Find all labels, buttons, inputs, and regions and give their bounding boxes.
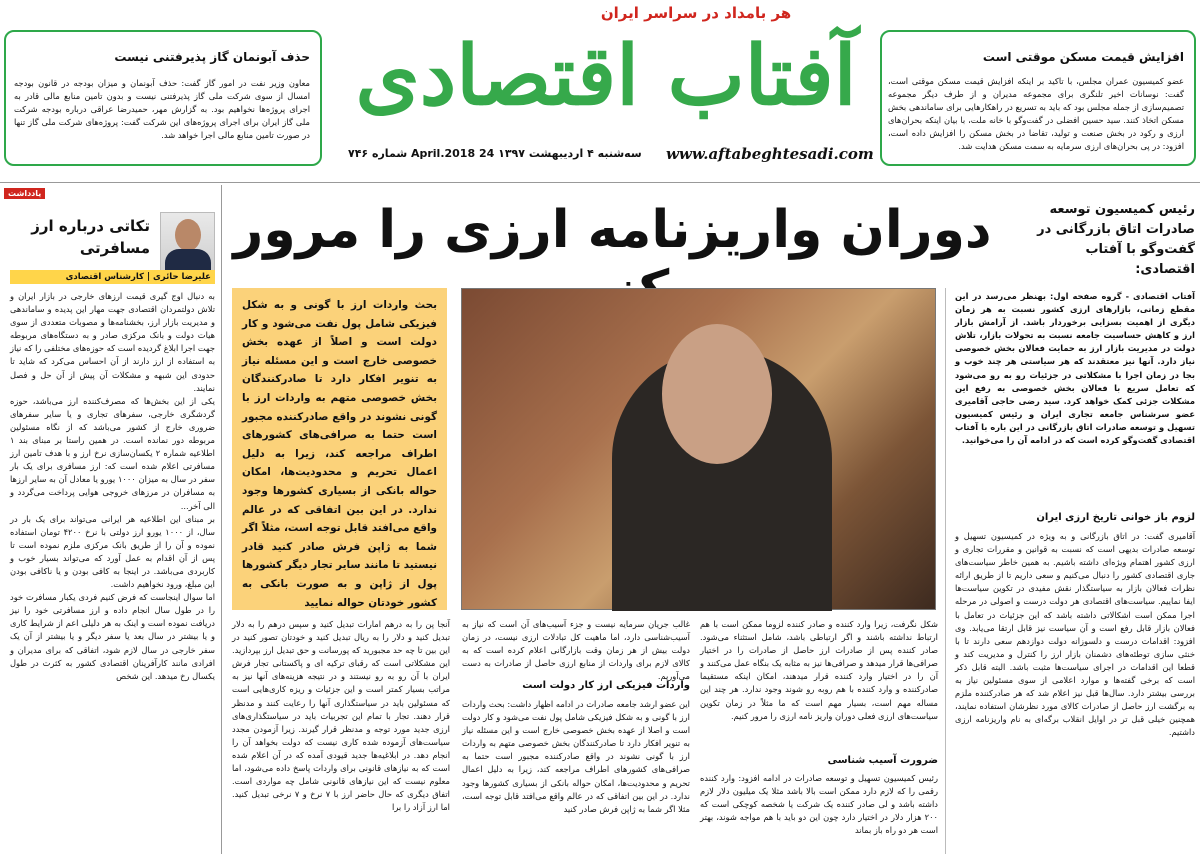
col-a-divider [945,288,946,854]
col-c-subhead: واردات فیزیکی ارز کار دولت است [522,680,690,691]
divider-top [0,182,1200,183]
left-box-body: معاون وزیر نفت در امور گاز گفت: حذف آبونمان و میزان بودجه در قانون بودجه امسال از سوی شرکت ملی گاز پذیرفتنی نیست و بدون تامین منابع مالی قادر به اجرای پروژه‌ها نخواهیم بود. به گزارش مهر، حمیدرضا عراقی درباره بودجه شرکت ملی گاز ایران برای اجرای پروژه‌های این شرکت گفت: پروژه‌های شرکت ملی گاز تنها در صورت تامین منابع مالی اجرا خواهد شد. [11,78,310,141]
person-head [662,324,772,464]
pull-quote [232,288,447,610]
col-d-body: آنجا پن را به درهم امارات تبدیل کنید و سپس درهم را به دلار تبدیل کنید و دلار را به ریال تبدیل کنید و خودتان تصور کنید در این بین تا چه حد مجبورید که پورسانت و حق تبدیل ارز بپردازید. این مشکلاتی است که رقبای ترکیه ای و پاکستانی تجار فرش ایران با آن رو به رو نیستند و در نتیجه هزینه‌های آنها نیز به مراتب بسیار کمتر است و این جزئیات و ریزه کاری‌هایی است که مسئولین باید در سیاستگذاری آنها را رعایت کنند و مدنظر قرار دهند. تجار با تمام این تجربیات باید در سیاستگذاری‌های ارزی جدید مورد توجه و مدنظر قرار گیرند. زیرا آزمودن مجدد سیاست‌های آزموده شده کاری نیست که دولت بخواهد آن را انجام دهد. در ابلاغیه‌ها جدید قیودی آمده که در آن اعلام شده است که به نیازهای قانونی برای واردات پاسخ داده می‌شود، اما معلوم نیست که این نیازهای قانونی شامل چه مواردی است. اتفاق دیگری که حال حاضر ارز با ۷ نرخ و ۷ نرخی تبدیل کنید. اما ارز آزاد را برا [229,619,451,813]
right-news-box [880,30,1196,166]
col-c-body1: غالب جریان سرمایه نیست و جزء آسیب‌های آن است که نیاز به آسیب‌شناسی دارد، اما ماهیت کل تبادلات ارزی نیست، در زمان دولت بیش از هر زمان وقت بازارگانی اعلام کرده است که به کالای لازم برای واردات از منابع ارزی حاصل از صادرات به دست می‌آوریم. [459,619,690,682]
col-b-body1: شکل نگرفت، زیرا وارد کننده و صادر کننده لزوما ممکن است با هم ارتباط نداشته باشند و اگر ارتباطی باشد، شامل استثناء می‌شود. صادر کننده پس از صادرات ارز حاصل از صادرات را در اختیار صرافی‌ها قرار میدهد و صرافی‌ها نیز به مثابه یک بنگاه عمل می‌کنند و آن را در اختیار وارد کننده قرار میدهند، امکان اینکه مستقیما صادرکننده و وارد کننده با هم روبه رو شوند وجود ندارد. هر چند این مساله مهم است، بسیار مهم است که ما مثلاً در زمان تکوین سیاست‌های ارزی فعلی دوران واریز نامه ارزی را مرور کنیم. [697,619,938,721]
interview-photo [461,288,936,610]
column-title: تکاتی درباره ارز مسافرتی [31,217,150,257]
col-b-subhead: ضرورت آسیب شناسی [827,755,938,766]
col-a-subhead: لزوم باز خوانی تاریخ ارزی ایران [1036,512,1195,523]
col-a-body: آقامیری گفت: در اتاق بازرگانی و به ویژه در کمیسیون تسهیل و توسعه صادرات بدیهی است که نسبت به قوانین و مقررات تجاری و ارزی کشور اهتمام ویژه‌ای داشته باشیم. به همین خاطر سیاست‌های جاری اقتصادی کشور را دنبال می‌کنیم و سعی داریم تا از طریق ارائه نظرات فعالان بازار به سیاستگذار نقش مفیدی در تکوین سیاست‌ها ایفا نماییم. سیاست‌های اقتصادی هر دولت درست و اصولی در مرحله اجرا ممکن است اشکالاتی داشته باشد که این جزئیات در تعامل با فعالان بازار قابل رفع است و آن سیاست نیز قابل ارتقا می‌یابد. وی افزود: اقدامات درست و دلسوزانه دولت دوازدهم سعی دارند تا با خنثی سازی توطئه‌های دشمنان بازار ارز را کنترل و مدیریت کند و قطعا این اقدامات در اجرای سیاست‌ها مثبت باشد. البته قابل ذکر است که برخی گفته‌ها و موارد اعلامی از سوی مسئولین نیاز به بررسی بیشتر دارد. سال‌ها قبل نیز اعلام شد که هر صادرکننده ملزم به برگشت ارز حاصل از صادرات کالای مورد نظرشان استفاده نمایند، همچنین خیلی قبل تر در اوایل انقلاب برگه‌ای به نام واریزنامه ارزی داشتیم. [952,531,1196,738]
right-box-title: افزایش قیمت مسکن موقتی است [982,50,1184,64]
col-c-body2: این عضو ارشد جامعه صادرات در ادامه اظهار داشت: بحث واردات ارز با گونی و به شکل فیزیکی شامل پول نفت می‌شود و کار دولت است و اصلا از عهده بخش خصوصی خارج است و این مسئله نیاز به تنویر افکار دارد تا صادرکنندگان بخش خصوصی متهم به واردات ارز با گونی نشوند در واقع صادرکننده مجبور است حتما به صرافی‌های کشورهای اطراف مراجعه کند، زیرا به دلیل اعمال تحریم و محدودیت‌ها، امکان حواله بانکی از بسیاری کشورها وجود ندارد. در این بین اتفاقی که در عالم واقع می‌افتد قابل توجه است، مثلا اگر شما به ژاپن فرش صادر کنید [459,699,690,814]
pull-quote-text: بحث واردات ارز با گونی و به شکل فیزیکی شامل پول نفت می‌شود و کار دولت است و اصلاً از عهده بخش خصوصی خارج است و این مسئله نیاز به تنویر افکار دارد تا صادرکنندگان بخش خصوصی متهم به واردات ارز با گونی نشوند در واقع صادرکننده مجبور است حتما به صرافی‌های کشورهای اطراف مراجعه کند، زیرا به دلیل اعمال تحریم و محدودیت‌ها، امکان حواله بانکی از بسیاری کشورها وجود ندارد. در این بین اتفاقی که در عالم واقع می‌افتد قابل توجه است، مثلاً اگر شما به ژاپن فرش صادر کنید قادر نیستید تا مانند سایر تجار دیگر کشورها پول از ژاپن و به صورت بانکی به کشور خودتان حواله نمایید [242,299,437,609]
logo: آفتاب اقتصادی [336,26,876,136]
issue-date: سه‌شنبه ۴ اردیبهشت ۱۳۹۷ 24 April.2018 شماره ۷۴۶ [348,147,642,160]
column-label: یادداشت [4,188,45,199]
column-body: به دنبال اوج گیری قیمت ارزهای خارجی در بازار ایران و تلاش دولتمردان اقتصادی جهت مهار این پدیده و ساماندهی و مدیریت بازار ارز، بخشنامه‌ها و مصوبات متعددی از سوی هیات دولت و بانک مرکزی صادر و به دستگاه‌های مربوطه جهت اجرا ابلاغ گردیده است که حوزه‌های مختلفی را که نیاز به استفاده از ارز دارند از آن احساس می‌کرد که شاید تا حدودی این شبهه و مشکلات آن پیش از آن حل و فصل نمایند. یکی از این بخش‌ها که مصرف‌کننده ارز می‌باشد، حوزه گردشگری خارجی، سفرهای تجاری و یا سایر سفرهای ضروری خارج از کشور می‌باشد که از نگاه مسئولین مربوطه دور نمانده است. در همین راستا بر مبنای بند ۱ اطلاعیه شماره ۲ یکسان‌سازی نرخ ارز و با هدف تامین ارز مسافرتی اعلام شده است که: ارز مسافری برای یک بار سفر در سال به میزان ۱۰۰۰ یورو یا معادل آن به سایر ارزها به مسافران در مرزهای خروجی هوایی پرداخت می‌گردد و الی آخر... بر مبنای این اطلاعیه هر ایرانی می‌تواند برای یک بار در سال، از ۱۰۰۰ یورو ارز دولتی با نرخ ۴۲۰۰ تومان استفاده نموده و آن را از طریق بانک مرکزی ملزم نموده است تا پس از آن اقدام به عمل آورد که می‌تواند بسیار خوب و کاربردی می‌باشد. در اینجا به کافی بودن و یا ناکافی بودن این مبلغ، ورود نخواهیم داشت. اما سوال اینجاست که فرض کنیم فردی یکبار مسافرت خود را در طول سال انجام داده و ارز مسافرتی خود را نیز دریافت نموده است و اینک به هر دلیلی اعم از شرایط کاری و یا بیشتر در سال بعد یا سفر دیگر و یا بیشتر از آن یک سفر خارجی در سال لازم شود، اتفاقی که برای مدیران و افرادی مانند کارآفرینان اقتصادی کشور به کثرت در طول یکسال رخ میدهد. این شخص [10,291,216,681]
right-box-body: عضو کمیسیون عمران مجلس، با تاکید بر اینکه افزایش قیمت مسکن موقتی است، گفت: نوسانات اخیر تلنگری برای مجموعه مدیران و از طرف دیگر مجموعه تصمیم‌سازی از جمله مجلس بود که باید به تسریع در راهکارهایی برای ساماندهی بخش مسکن اتخاذ کنند. سید حسین افضلی در گفت‌وگو با خانه ملت، با بیان اینکه بحران‌های ارزی و رکود در بخش صنعت و تولید، تقاضا در بخش مسکن را افزایش داده است، افزود: در پی بحران‌های ارزی سرمایه به سمت مسکن هدایت شد. [885,76,1184,152]
left-box-title: حذف آبونمان گاز پذیرفتنی نیست [114,50,310,64]
left-news-box [4,30,322,166]
masthead [336,0,876,170]
col-a-intro: آفتاب اقتصادی - گروه صفحه اول: بهنظر می‌رسد در این مقطع زمانی، بازارهای ارزی کشور نسبت به هر زمان دیگری از اهمیت بسزایی برخوردار باشد. از آرامش بازار ارز و کاهش حساسیت جامعه نسبت به تحولات بازار، تلاش دولت در مدیریت بازار ارز به حمایت فعالان بخش خصوصی نیاز دارد. آنها نیز معتقدند که هر سیاستی هر چند خوب و بجا در زمان اجرا با مشکلاتی در جزئیات رو به رو می‌شود که تعامل سریع با فعالان بخش خصوصی به رفع این مشکلات جزئی کمک خواهد کرد. سید رضی حاجی آقامیری عضو سرشناس جامعه تجاری ایران و رئیس کمیسیون تسهیل و توسعه صادرات اتاق بازرگانی در این باره با آفتاب اقتصادی گفت‌وگو کرده است که در ادامه آن را می‌خوانید. [952,291,1195,446]
kicker: رئیس کمیسیون توسعه صادرات اتاق بازرگانی در گفت‌وگو با آفتاب اقتصادی: [1037,202,1195,277]
column-byline: علیرضا حائری | کارشناس اقتصادی [10,270,215,284]
headline: دوران واریزنامه ارزی را مرور [233,200,992,260]
col-b-body2: رئیس کمیسیون تسهیل و توسعه صادرات در ادامه افزود: وارد کننده رقمی را که لازم دارد ممکن است بالا باشد مثلا یک میلیون دلار لازم داشته باشد و لی صادر کننده یک شرکت یا شخصه کوچکی است که ۲۰۰ هزار دلار در اختیار دارد چون این دو باید با هم مواجه شوند، بهتر است هر دو راه باز بماند [697,773,938,836]
website-url[interactable]: www.aftabeghtesadi.com [666,145,874,163]
tagline: هر بامداد در سراسر ایران [600,4,792,22]
